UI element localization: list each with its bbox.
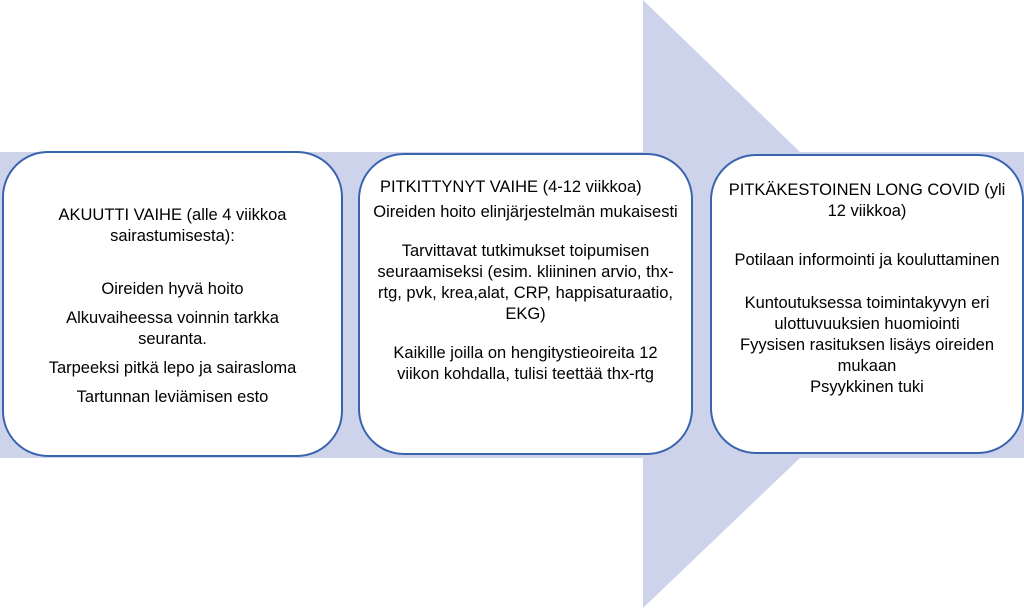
phase-title-long-covid: PITKÄKESTOINEN LONG COVID (yli 12 viikkoa) <box>728 181 1006 220</box>
phase-item: Fyysisen rasituksen lisäys oireiden mukaan <box>739 336 995 375</box>
phase-box-acute <box>2 151 343 457</box>
phase-box-long-covid <box>710 154 1024 454</box>
phase-item: Tarpeeksi pitkä lepo ja sairasloma <box>48 359 297 377</box>
phase-title-acute: AKUUTTI VAIHE (alle 4 viikkoa sairastumisesta): <box>58 206 287 245</box>
phase-item: Tartunnan leviämisen esto <box>76 388 269 406</box>
phase-title-prolonged: PITKITTYNYT VAIHE (4-12 viikkoa) <box>380 178 642 196</box>
phase-item: Oireiden hoito elinjärjestelmän mukaisesti <box>373 203 678 221</box>
phase-item: Alkuvaiheessa voinnin tarkka seuranta. <box>66 309 279 348</box>
phase-item: Psyykkinen tuki <box>810 378 924 396</box>
phase-item: Potilaan informointi ja kouluttaminen <box>734 251 1000 269</box>
phase-box-prolonged <box>358 153 693 455</box>
phase-item: Kaikille joilla on hengitystieoireita 12 viikon kohdalla, tulisi teettää thx-rtg <box>393 344 658 383</box>
phase-item: Tarvittavat tutkimukset toipumisen seuraamiseksi (esim. kliininen arvio, thx-rtg, pvk, krea,alat, CRP, happisaturaatio, EKG) <box>377 242 674 323</box>
phase-item: Oireiden hyvä hoito <box>101 280 244 298</box>
phase-item: Kuntoutuksessa toimintakyvyn eri ulottuvuuksien huomiointi <box>744 294 990 333</box>
